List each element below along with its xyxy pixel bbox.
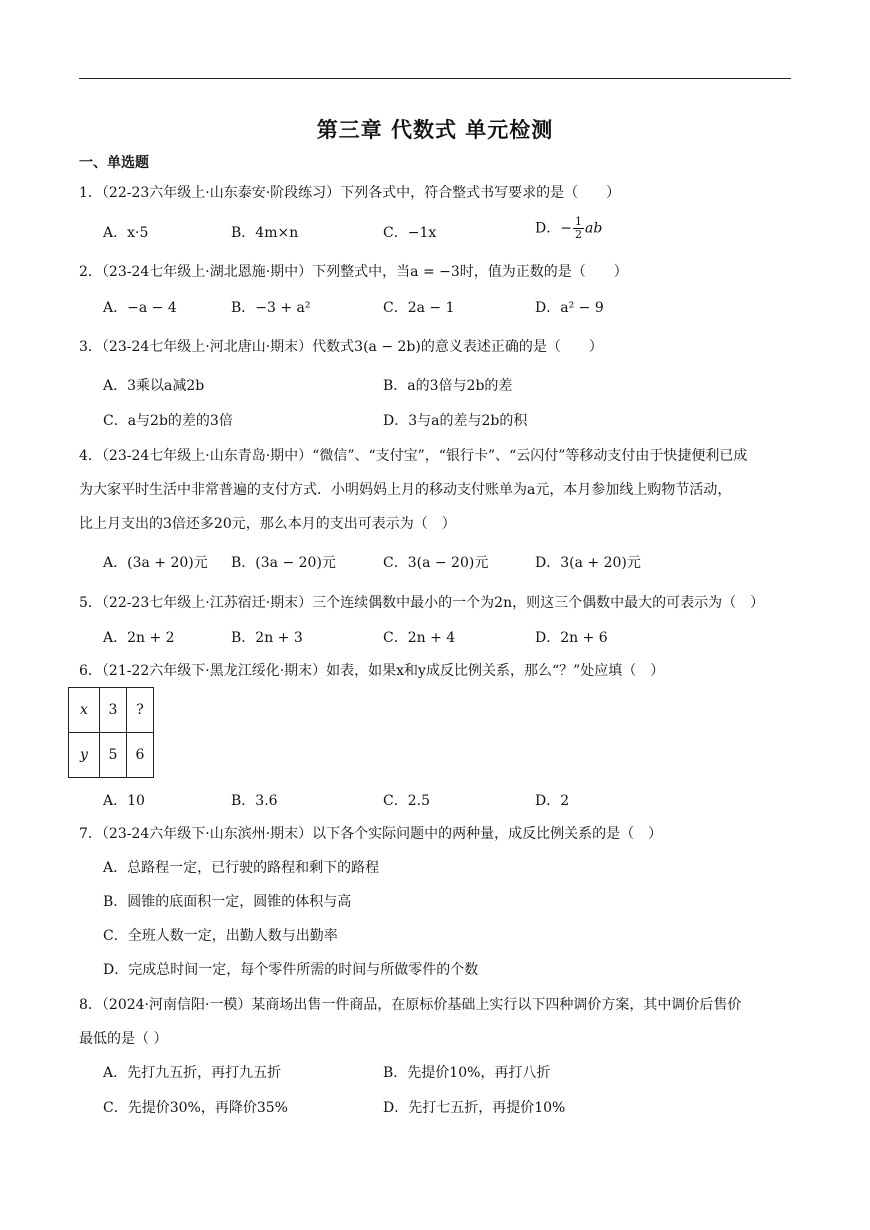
q1-option-c[interactable]: C．−1x [383,225,437,241]
header-rule [79,78,791,79]
q7-option-a[interactable]: A．总路程一定，已行驶的路程和剩下的路程 [103,860,380,876]
q8-option-b[interactable]: B．先提价10%，再打八折 [383,1065,551,1081]
q6-stem: 6．（21-22六年级下·黑龙江绥化·期末）如表，如果x和y成反比例关系，那么“？”处应填（ ） [79,663,665,679]
q7-option-c[interactable]: C．全班人数一定，出勤人数与出勤率 [103,928,338,944]
q1-option-b[interactable]: B．4m×n [231,225,299,241]
q1-frac-numerator: 1 [574,215,582,228]
q2-option-c[interactable]: C．2a − 1 [383,300,455,316]
q8-option-a[interactable]: A．先打九五折，再打九五折 [103,1065,282,1081]
q1-option-d-suffix: ab [584,220,603,237]
q4-option-a[interactable]: A．(3a + 20)元 [103,555,208,571]
q6-table [68,687,154,778]
q6-option-c[interactable]: C．2.5 [383,793,430,809]
q6-table-row-y [69,733,154,778]
q6-cell-y-2: 6 [127,733,154,778]
q7-option-d[interactable]: D．完成总时间一定，每个零件所需的时间与所做零件的个数 [103,962,479,978]
q1-option-d[interactable] [535,216,602,241]
q3-option-a[interactable]: A．3乘以a减2b [103,378,205,394]
q5-option-a[interactable]: A．2n + 2 [103,630,175,646]
q3-option-d[interactable]: D．3与a的差与2b的积 [383,413,528,429]
q4-stem-line-1: 4．（23-24七年级上·山东青岛·期中）“微信”、“支付宝”，“银行卡”、“云闪付”等移动支付由于快捷便利已成 [79,448,748,464]
q6-option-b[interactable]: B．3.6 [231,793,278,809]
q2-option-a[interactable]: A．−a − 4 [103,300,177,316]
q6-cell-x-2: ? [127,688,154,733]
q1-stem: 1．（22-23六年级上·山东泰安·阶段练习）下列各式中，符合整式书写要求的是（ ） [79,185,621,201]
q4-stem-line-3: 比上月支出的3倍还多20元，那么本月的支出可表示为（ ） [79,516,456,532]
q2-stem: 2．（23-24七年级上·湖北恩施·期中）下列整式中，当a = −3时，值为正数的是（ ） [79,264,628,280]
page-title: 第三章 代数式 单元检测 [316,117,554,142]
q2-option-b[interactable]: B．−3 + a² [231,300,311,316]
q1-frac-denominator: 2 [574,228,582,241]
q5-option-d[interactable]: D．2n + 6 [535,630,608,646]
q5-stem: 5．（22-23七年级上·江苏宿迁·期末）三个连续偶数中最小的一个为2n，则这三个偶数中最大的可表示为（ ） [79,595,765,611]
q5-option-b[interactable]: B．2n + 3 [231,630,303,646]
q2-option-d[interactable]: D．a² − 9 [535,300,604,316]
q6-table-row-x [69,688,154,733]
q6-option-d[interactable]: D．2 [535,793,570,809]
q3-option-b[interactable]: B．a的3倍与2b的差 [383,378,513,394]
section-heading: 一、单选题 [79,155,149,171]
q4-option-b[interactable]: B．(3a − 20)元 [231,555,336,571]
q7-option-b[interactable]: B．圆锥的底面积一定，圆锥的体积与高 [103,894,352,910]
q4-option-c[interactable]: C．3(a − 20)元 [383,555,489,571]
q8-stem-line-1: 8．（2024·河南信阳·一模）某商场出售一件商品，在原标价基础上实行以下四种调价方案，其中调价后售价 [79,997,742,1013]
q1-option-a[interactable]: A．x·5 [103,225,149,241]
q6-cell-x-1: 3 [100,688,127,733]
q8-option-d[interactable]: D．先打七五折，再提价10% [383,1100,566,1116]
q6-option-a[interactable]: A．10 [103,793,145,809]
q6-cell-y-label: y [69,733,100,778]
q8-option-c[interactable]: C．先提价30%，再降价35% [103,1100,288,1116]
q4-option-d[interactable]: D．3(a + 20)元 [535,555,641,571]
q8-stem-line-2: 最低的是（ ） [79,1031,168,1047]
q6-cell-y-1: 5 [100,733,127,778]
q1-option-d-fraction [573,216,584,241]
q1-option-d-prefix: D．− [535,220,572,237]
q3-option-c[interactable]: C．a与2b的差的3倍 [103,413,233,429]
q7-stem: 7．（23-24六年级下·山东滨州·期末）以下各个实际问题中的两种量，成反比例关系的是（ ） [79,826,663,842]
q6-cell-x-label: x [69,688,100,733]
q5-option-c[interactable]: C．2n + 4 [383,630,456,646]
q3-stem: 3．（23-24七年级上·河北唐山·期末）代数式3(a − 2b)的意义表述正确的是（ ） [79,339,603,355]
q4-stem-line-2: 为大家平时生活中非常普遍的支付方式．小明妈妈上月的移动支付账单为a元，本月参加线上购物节活动， [79,482,732,498]
